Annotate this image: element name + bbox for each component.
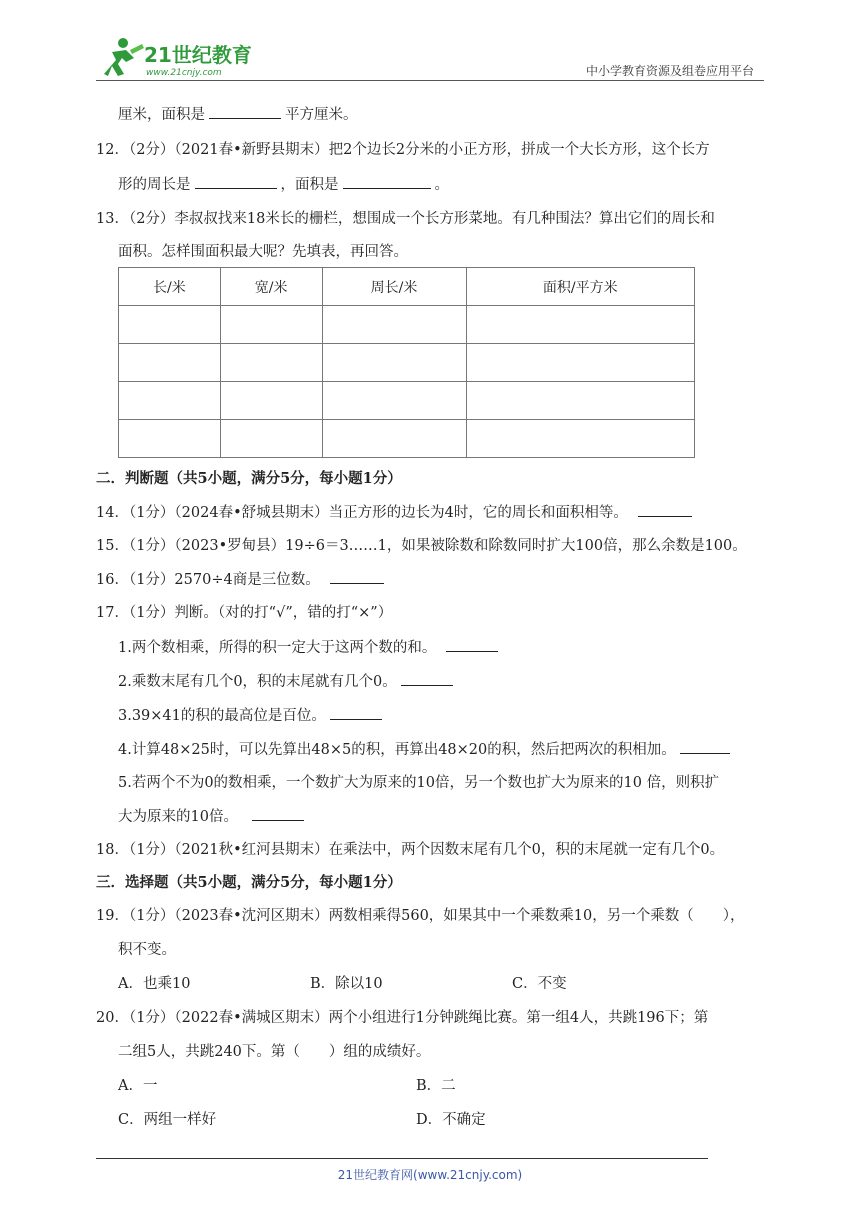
table-cell[interactable] — [220, 344, 322, 382]
table-row — [119, 382, 695, 420]
fence-table — [118, 267, 695, 458]
table-cell[interactable] — [466, 382, 695, 420]
question-15: 15．（1分）（2023•罗甸县）19÷6＝3……1，如果被除数和除数同时扩大100倍，那么余数是100。 — [96, 538, 747, 554]
section-2-heading: 二．判断题（共5小题，满分5分，每小题1分） — [96, 470, 402, 487]
question-18: 18．（1分）（2021秋•红河县期末）在乘法中，两个因数末尾有几个0，积的末尾就一定有几个0。 — [96, 842, 725, 858]
question-12-line2: 形的周长是 ，面积是 。 — [118, 174, 449, 195]
question-13-line2: 面积。怎样围面积最大呢？先填表，再回答。 — [118, 244, 408, 260]
table-cell[interactable] — [119, 420, 221, 458]
table-cell[interactable] — [220, 382, 322, 420]
table-cell[interactable] — [466, 306, 695, 344]
footer-text: 21世纪教育网(www.21cnjy.com) — [337, 1168, 523, 1182]
table-header-length: 长/米 — [119, 268, 221, 306]
table-cell[interactable] — [119, 344, 221, 382]
question-14: 14．（1分）（2024春•舒城县期末）当正方形的边长为4时，它的周长和面积相等。 — [96, 502, 696, 523]
question-16: 16．（1分）2570÷4商是三位数。 — [96, 569, 388, 590]
table-cell[interactable] — [220, 420, 322, 458]
question-19-option-c: C．不变 — [512, 976, 567, 992]
table-header-perimeter: 周长/米 — [322, 268, 466, 306]
question-20-option-a: A．一 — [118, 1078, 158, 1094]
site-logo — [96, 34, 266, 80]
line-continuation: 厘米，面积是 平方厘米。 — [118, 104, 358, 125]
table-row — [119, 344, 695, 382]
question-20-line2: 二组5人，共跳240下。第（ ）组的成绩好。 — [118, 1044, 431, 1060]
logo-text: 21世纪教育 — [144, 43, 252, 67]
question-12-line1: 12．（2分）（2021春•新野县期末）把2个边长2分米的小正方形，拼成一个大长方形，这个长方 — [96, 142, 710, 158]
header-divider — [96, 80, 764, 81]
question-17-item-5-line2: 大为原来的10倍。 — [118, 806, 308, 827]
table-row — [119, 306, 695, 344]
table-cell[interactable] — [220, 306, 322, 344]
table-header-width: 宽/米 — [220, 268, 322, 306]
question-13-line1: 13．（2分）李叔叔找来18米长的栅栏，想围成一个长方形菜地。有几种围法？算出它们的周长和 — [96, 211, 715, 227]
question-19-option-b: B．除以10 — [310, 976, 383, 992]
question-19-line2: 积不变。 — [118, 942, 176, 958]
question-19-option-a: A．也乘10 — [118, 976, 191, 992]
question-20-line1: 20．（1分）（2022春•满城区期末）两个小组进行1分钟跳绳比赛。第一组4人，共跳196下；第 — [96, 1010, 709, 1026]
question-20-option-d: D．不确定 — [416, 1112, 486, 1128]
question-17-item-5-line1: 5.若两个不为0的数相乘，一个数扩大为原来的10倍，另一个数也扩大为原来的10 倍，则积扩 — [118, 775, 720, 791]
logo-url: www.21cnjy.com — [146, 68, 222, 78]
table-header-area: 面积/平方米 — [466, 268, 695, 306]
question-20-option-c: C．两组一样好 — [118, 1112, 217, 1128]
table-cell[interactable] — [322, 420, 466, 458]
footer-divider — [96, 1158, 708, 1159]
table-cell[interactable] — [119, 382, 221, 420]
table-cell[interactable] — [119, 306, 221, 344]
question-17-item-2: 2.乘数末尾有几个0，积的末尾就有几个0。 — [118, 671, 457, 692]
table-row — [119, 420, 695, 458]
question-17-item-1: 1.两个数相乘，所得的积一定大于这两个数的和。 — [118, 637, 502, 658]
table-header-row — [119, 268, 695, 306]
question-17-item-3: 3.39×41的积的最高位是百位。 — [118, 705, 386, 726]
question-17: 17．（1分）判断。（对的打“√”，错的打“×”） — [96, 605, 393, 621]
runner-icon — [104, 38, 144, 76]
section-3-heading: 三．选择题（共5小题，满分5分，每小题1分） — [96, 874, 402, 891]
table-cell[interactable] — [322, 382, 466, 420]
table-cell[interactable] — [466, 344, 695, 382]
question-17-item-4: 4.计算48×25时，可以先算出48×5的积，再算出48×20的积，然后把两次的积相加。 — [118, 739, 730, 760]
header-platform-text: 中小学教育资源及组卷应用平台 — [585, 64, 754, 78]
table-cell[interactable] — [466, 420, 695, 458]
table-cell[interactable] — [322, 344, 466, 382]
table-cell[interactable] — [322, 306, 466, 344]
question-20-option-b: B．二 — [416, 1078, 456, 1094]
question-19-line1: 19．（1分）（2023春•沈河区期末）两数相乘得560，如果其中一个乘数乘10，另一个乘数（ ）， — [96, 908, 745, 924]
